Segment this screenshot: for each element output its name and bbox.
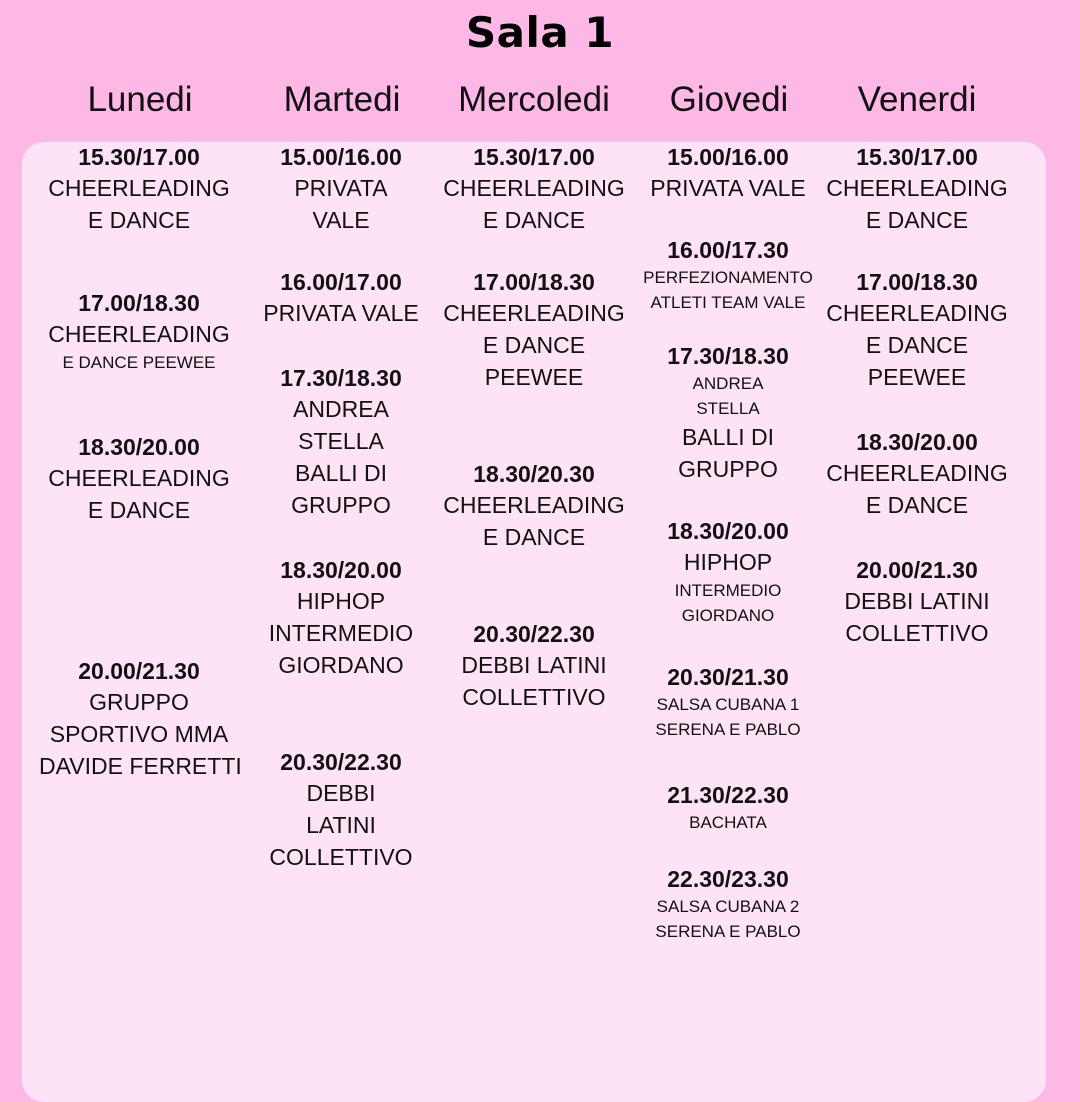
schedule-slot xyxy=(39,142,239,236)
day-header-mercoledi: Mercoledi xyxy=(458,80,610,119)
slot-text-small: PERFEZIONAMENTO xyxy=(643,268,813,287)
schedule-slot xyxy=(434,267,634,393)
schedule-slot xyxy=(434,459,634,553)
slot-time: 15.30/17.00 xyxy=(473,144,595,170)
slot-text: CHEERLEADING xyxy=(443,300,625,326)
slot-text: CHEERLEADING xyxy=(826,300,1008,326)
slot-text: ANDREA xyxy=(293,396,389,422)
slot-time: 20.30/21.30 xyxy=(667,664,789,690)
slot-text-small: SERENA E PABLO xyxy=(655,922,801,941)
slot-time: 17.30/18.30 xyxy=(667,343,789,369)
schedule-slot xyxy=(817,267,1017,393)
slot-text-small: ANDREA xyxy=(692,374,764,393)
slot-text: DEBBI xyxy=(306,780,376,806)
slot-time: 20.30/22.30 xyxy=(280,749,402,775)
schedule-slot xyxy=(241,142,441,236)
slot-text: COLLETTIVO xyxy=(269,844,413,870)
slot-time: 15.00/16.00 xyxy=(667,144,789,170)
slot-text: LATINI xyxy=(306,812,376,838)
schedule-slot xyxy=(817,427,1017,521)
slot-text: BALLI DI xyxy=(294,460,388,486)
slot-text: GIORDANO xyxy=(278,652,404,678)
slot-text: E DANCE xyxy=(865,332,969,358)
schedule-slot xyxy=(39,656,242,782)
slot-text: DEBBI LATINI xyxy=(461,652,607,678)
slot-text: PEEWEE xyxy=(484,364,584,390)
slot-time: 20.00/21.30 xyxy=(78,658,200,684)
slot-time: 15.00/16.00 xyxy=(280,144,402,170)
slot-text: CHEERLEADING xyxy=(443,175,625,201)
schedule-slot xyxy=(628,341,828,485)
slot-time: 21.30/22.30 xyxy=(667,782,789,808)
slot-text: HIPHOP xyxy=(296,588,386,614)
slot-text: PRIVATA xyxy=(294,175,388,201)
slot-text-small: SALSA CUBANA 1 xyxy=(656,695,800,714)
slot-time: 17.30/18.30 xyxy=(280,365,402,391)
schedule-slot xyxy=(434,142,634,236)
slot-text: DAVIDE FERRETTI xyxy=(39,753,242,779)
day-header-martedi: Martedi xyxy=(283,80,401,119)
schedule-slot xyxy=(39,288,239,375)
slot-time: 18.30/20.00 xyxy=(667,518,789,544)
day-header-giovedi: Giovedi xyxy=(669,80,789,119)
slot-time: 17.00/18.30 xyxy=(856,269,978,295)
slot-text: E DANCE xyxy=(87,207,191,233)
slot-text: CHEERLEADING xyxy=(48,465,230,491)
slot-text-small: BACHATA xyxy=(689,813,767,832)
schedule-slot xyxy=(628,516,828,628)
schedule-slot xyxy=(628,235,828,315)
day-header-lunedi: Lunedi xyxy=(87,80,193,119)
slot-text-small: ATLETI TEAM VALE xyxy=(650,293,806,312)
schedule-slot xyxy=(241,747,441,873)
slot-text-small: E DANCE PEEWEE xyxy=(62,353,216,372)
slot-text: SPORTIVO MMA xyxy=(49,721,229,747)
slot-time: 17.00/18.30 xyxy=(78,290,200,316)
slot-text: CHEERLEADING xyxy=(48,321,230,347)
slot-time: 15.30/17.00 xyxy=(856,144,978,170)
slot-text: DEBBI LATINI xyxy=(844,588,990,614)
slot-text: VALE xyxy=(312,207,370,233)
slot-text: E DANCE xyxy=(87,497,191,523)
slot-text: INTERMEDIO xyxy=(268,620,414,646)
schedule-slot xyxy=(628,662,828,742)
slot-text: E DANCE xyxy=(865,207,969,233)
schedule-slot xyxy=(434,619,634,713)
slot-text: E DANCE xyxy=(482,332,586,358)
page-title: Sala 1 xyxy=(465,8,615,57)
schedule-slot xyxy=(39,432,239,526)
slot-text-small: SALSA CUBANA 2 xyxy=(656,897,800,916)
slot-text: HIPHOP xyxy=(683,549,773,575)
slot-time: 20.00/21.30 xyxy=(856,557,978,583)
slot-text: CHEERLEADING xyxy=(826,175,1008,201)
schedule-slot xyxy=(817,142,1017,236)
slot-text: CHEERLEADING xyxy=(48,175,230,201)
schedule-slot xyxy=(817,555,1017,649)
slot-text: PRIVATA VALE xyxy=(263,300,419,326)
slot-time: 17.00/18.30 xyxy=(473,269,595,295)
slot-text-small: INTERMEDIO xyxy=(674,581,782,600)
slot-text-small: STELLA xyxy=(696,399,760,418)
slot-text: STELLA xyxy=(298,428,384,454)
slot-text: E DANCE xyxy=(482,524,586,550)
slot-text: GRUPPO xyxy=(291,492,391,518)
slot-time: 18.30/20.00 xyxy=(856,429,978,455)
slot-time: 16.00/17.30 xyxy=(667,237,789,263)
slot-time: 18.30/20.30 xyxy=(473,461,595,487)
slot-text: GRUPPO xyxy=(89,689,189,715)
slot-time: 16.00/17.00 xyxy=(280,269,402,295)
schedule-slot xyxy=(628,780,828,835)
schedule-panel xyxy=(22,142,1046,1102)
slot-text: BALLI DI xyxy=(681,424,775,450)
slot-text: COLLETTIVO xyxy=(462,684,606,710)
day-header-venerdi: Venerdi xyxy=(857,80,977,119)
slot-text: CHEERLEADING xyxy=(443,492,625,518)
slot-time: 18.30/20.00 xyxy=(78,434,200,460)
slot-text-small: GIORDANO xyxy=(681,606,775,625)
slot-text: GRUPPO xyxy=(678,456,778,482)
slot-text: E DANCE xyxy=(865,492,969,518)
schedule-slot xyxy=(628,142,828,204)
slot-text: PRIVATA VALE xyxy=(650,175,806,201)
slot-text-small: SERENA E PABLO xyxy=(655,720,801,739)
slot-text: COLLETTIVO xyxy=(845,620,989,646)
schedule-slot xyxy=(241,363,441,521)
schedule-slot xyxy=(241,267,441,329)
slot-time: 22.30/23.30 xyxy=(667,866,789,892)
slot-text: CHEERLEADING xyxy=(826,460,1008,486)
slot-time: 20.30/22.30 xyxy=(473,621,595,647)
slot-time: 15.30/17.00 xyxy=(78,144,200,170)
slot-text: E DANCE xyxy=(482,207,586,233)
slot-time: 18.30/20.00 xyxy=(280,557,402,583)
slot-text: PEEWEE xyxy=(867,364,967,390)
schedule-slot xyxy=(628,864,828,944)
schedule-slot xyxy=(241,555,441,681)
